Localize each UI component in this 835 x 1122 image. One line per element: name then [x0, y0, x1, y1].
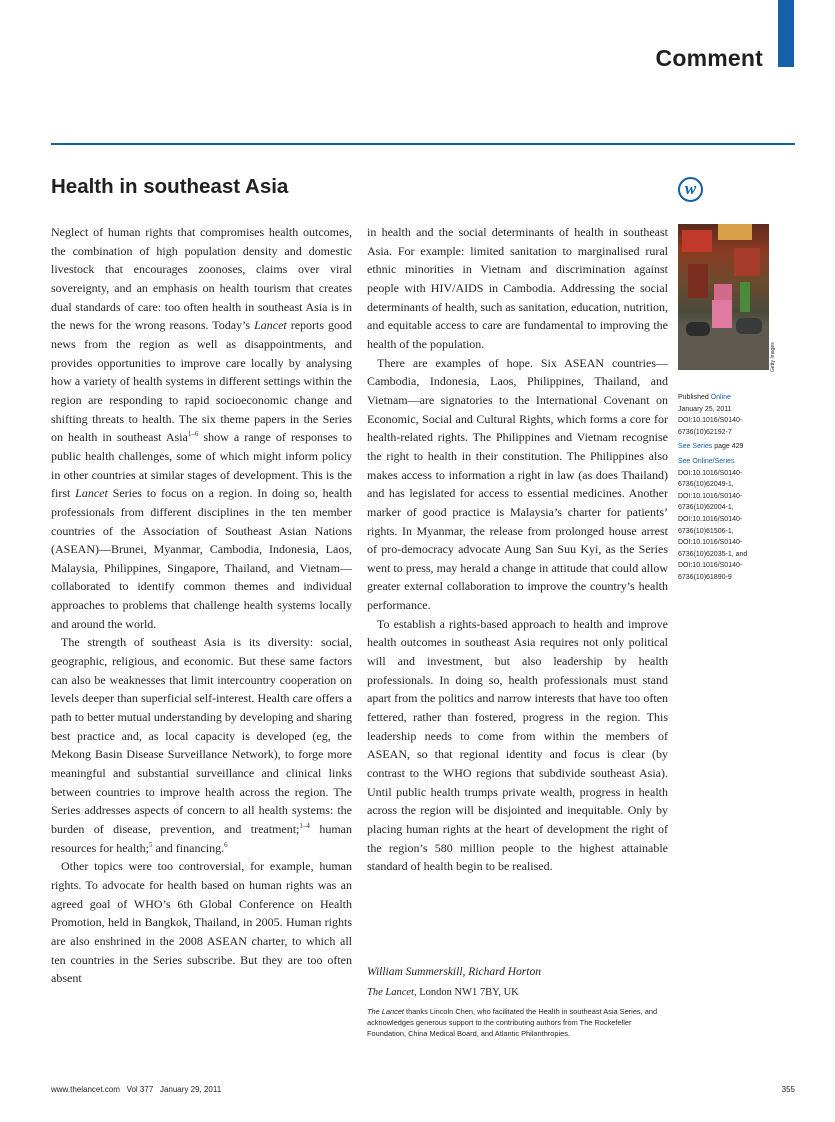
- see-online-series-link[interactable]: Online/Series: [692, 457, 735, 465]
- reference-superscript: 5: [148, 840, 153, 849]
- text-run: The strength of southeast Asia is its diversity: social, geographic, religious, and economic. But these same factors can also be weaknesses that limit intercountry cooperation on levels deeper than superficial self-interest. Health care offers a path to better mutual understanding by developing and sharing best practice and, as local capacity is developed (eg, the Mekong Basin Disease Surveillance Network), to forge more meaningful and substantial surveillance and clinical links between countries to improve health across the region. The Series addresses aspects of concern to all health systems: the burden of disease, prevention, and treatment;: [51, 635, 352, 836]
- article-title: Health in southeast Asia: [51, 175, 289, 198]
- photo-shape: [714, 284, 732, 300]
- published-prefix: Published: [678, 394, 709, 401]
- text-run: in health and the social determinants of health in southeast Asia. For example: limited sanitation to marginalised rural ethnic minorities in Vietnam and discrimination against people with HIV/AIDS in Cambodia. Addressing the social determinants of health, such as sanitation, education, nutrition, and equitable access to care are fundamental to improving the health of the population.: [367, 225, 668, 351]
- body-paragraph: To establish a rights-based approach to health and improve health outcomes in southeast Asia requires not only political will and investment, but also leadership by health professionals. In doing so, health professionals must stand apart from the politics and narrow interests that have too often fettered, rather than fostered, progress in the region. This leadership needs to come from within the members of ASEAN, so that regional identity and focus is clear (by contrast to the WHO regions that subdivide southeast Asia). Until public health trumps private wealth, progress in health across the region will be disjointed and inequitable. Only by placing human rights at the heart of development the right of the region’s 580 million people to the highest attainable standard of health begin to be realised.: [367, 616, 668, 874]
- journal-name: The Lancet: [367, 1007, 404, 1016]
- article-sidebar: [678, 392, 778, 584]
- acknowledgement-text: thanks Lincoln Chen, who facilitated the Health in southeast Asia Series, and acknowledges generous support to the contributing authors from The Rockefeller Foundation, China Medical Board, and Atlantic Philanthropies.: [367, 1007, 658, 1039]
- body-column-right: [367, 223, 668, 876]
- see-series-info: [678, 441, 778, 453]
- see-online-line: [678, 456, 778, 468]
- photo-shape: [718, 224, 752, 240]
- w-icon-glyph: w: [684, 179, 697, 198]
- text-run: Other topics were too controversial, for example, human rights. To advocate for health based on human rights was an agreed goal of WHO’s 6th Global Conference on Health Promotion, held in Bangkok, Thailand, in 2005. Human rights are also enshrined in the 2008 ASEAN charter, to which all ten countries in the Series subscribe. But they are too often absent: [51, 859, 352, 986]
- photo-shape: [734, 248, 760, 276]
- photo-shape: [688, 264, 708, 298]
- photo-credit: Getty Images: [770, 342, 776, 372]
- online-first-w-icon: [678, 177, 703, 202]
- header-rule: [51, 143, 795, 145]
- see-series-link[interactable]: Series: [692, 443, 713, 451]
- acknowledgement: [367, 1006, 667, 1040]
- body-paragraph: [51, 633, 352, 857]
- published-doi: DOI:10.1016/S0140-6736(10)62192-7: [678, 417, 743, 436]
- series-doi[interactable]: DOI:10.1016/S0140-6736(10)62004-1,: [678, 492, 743, 512]
- photo-shape: [736, 318, 762, 334]
- text-run: human resources for health;: [51, 822, 352, 855]
- photo-shape: [682, 230, 712, 252]
- published-info: [678, 392, 778, 438]
- text-run: show a range of responses to public health challenges, some of which might inform policy in other countries at similar stages of development. This is the first: [51, 430, 352, 501]
- photo-shape: [740, 282, 750, 312]
- journal-name: The Lancet: [367, 987, 414, 998]
- see-online-series-info: [678, 456, 778, 584]
- published-online-label: Online: [710, 394, 731, 401]
- text-run: reports good news from the region as well as disappointments, and provides opportunities to improve care locally by analysing how a variety of health systems in different settings within the region are responding to rapid socioeconomic change and shifting threats to health. The six theme papers in the Series on health in southeast Asia: [51, 318, 353, 445]
- body-paragraph: There are examples of hope. Six ASEAN countries—Cambodia, Indonesia, Laos, Philippines, Thailand, and Vietnam—are signatories to the International Covenant on Economic, Social and Cultural Rights, which forms a core for health-related rights. The Philippines and Vietnam recognise the right to health in their constitution. The Philippines also makes access to information a right in law (as does Thailand) and has legislated for access to essential medicines. Another marker of good practice is Malaysia’s charter for patients’ rights. In Myanmar, the release from prolonged house arrest of pro-democracy advocate Aung San Suu Kyi, as the Series went to press, may herald a change in attitude that could allow greater external collaboration to improve the country’s health performance.: [367, 355, 668, 613]
- footer-journal-info: www.thelancet.com Vol 377 January 29, 2011: [51, 1085, 222, 1094]
- see-online-prefix: See: [678, 457, 691, 465]
- section-color-tab: [778, 0, 794, 67]
- see-prefix: See: [678, 443, 691, 451]
- text-run: Neglect of human rights that compromises health outcomes, the combination of high population density and domestic livestock that encourages zoonoses, claims over viral sovereignty, and an emphasis on health tourism that creates dual standards of care: too often health in southeast Asia is in the news for the wrong reasons. Today’s: [51, 225, 352, 333]
- body-paragraph: [51, 857, 352, 988]
- page-number: 355: [781, 1085, 795, 1094]
- section-label: Comment: [655, 45, 763, 71]
- text-run: and financing.: [152, 840, 225, 855]
- photo-shape: [686, 322, 710, 336]
- author-affiliation: [367, 987, 519, 998]
- see-series-page: page 429: [714, 443, 744, 451]
- published-line: [678, 392, 778, 404]
- photo-shape: [712, 300, 732, 330]
- affiliation-text: , London NW1 7BY, UK: [413, 987, 519, 998]
- body-paragraph-continued: [367, 223, 668, 354]
- journal-name: Lancet: [75, 486, 108, 501]
- published-date: January 25, 2011: [678, 405, 732, 413]
- journal-name: Lancet: [254, 318, 287, 333]
- reference-superscript: 1–6: [187, 430, 199, 439]
- series-doi[interactable]: DOI:10.1016/S0140-6736(10)62049-1,: [678, 469, 743, 489]
- body-paragraph: [51, 223, 352, 633]
- series-doi[interactable]: DOI:10.1016/S0140-6736(10)62035-1, and: [678, 539, 748, 558]
- see-series-line: [678, 441, 778, 453]
- street-scene-photo: [678, 224, 769, 370]
- series-doi[interactable]: DOI:10.1016/S0140-6736(10)61506-1,: [678, 515, 743, 535]
- reference-superscript: 1–4: [299, 822, 310, 830]
- text-run: Series to focus on a region. In doing so, health professionals from different disciplines in the ten member countries of the Association of Southeast Asian Nations (ASEAN)—Brunei, Myanmar, Cambodia, Indonesia, Laos, Malaysia, Philippines, Singapore, Thailand, and Vietnam—collaborated to identify common themes and individual approaches to problems that challenge health systems locally and around the world.: [51, 486, 352, 631]
- body-column-left: [51, 223, 352, 988]
- author-names: William Summerskill, Richard Horton: [367, 966, 541, 978]
- reference-superscript: 6: [224, 840, 228, 849]
- series-doi[interactable]: DOI:10.1016/S0140-6736(10)61890-9: [678, 562, 743, 581]
